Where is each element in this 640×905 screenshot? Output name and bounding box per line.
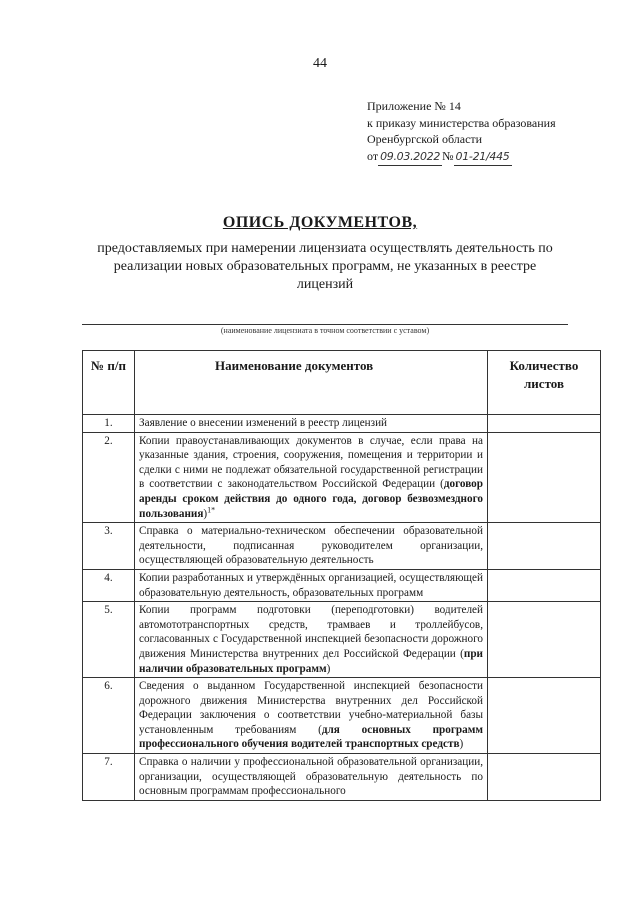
- row-sheet-count: [488, 602, 601, 678]
- row-number: 6.: [83, 678, 135, 754]
- row-description: Копии программ подготовки (переподготовки) водителей автомототранспортных средств, трамваев и троллейбусов, согласованных с Государственной инспекцией безопасности дорожного движения Министерства внутренних дел Российской Федерации (при наличии образовательных программ): [135, 602, 488, 678]
- number-prefix: №: [442, 148, 454, 163]
- documents-table: [82, 350, 601, 801]
- date-prefix: от: [367, 148, 379, 163]
- table-row: [83, 754, 601, 801]
- table-row: [83, 415, 601, 433]
- appendix-order: к приказу министерства образования: [367, 115, 556, 130]
- row-number: 3.: [83, 523, 135, 570]
- row-sheet-count: [488, 523, 601, 570]
- appendix-block: [367, 98, 556, 166]
- row-description: Сведения о выданном Государственной инспекцией безопасности дорожного движения Министерства внутренних дел Российской Федерации заключения о соответствии учебно-материальной базы установленным требованиям (для основных программ профессионального обучения водителей транспортных средств): [135, 678, 488, 754]
- row-description: Справка о наличии у профессиональной образовательной организации, организации, осуществляющей образовательную деятельность по основным программам профессионального: [135, 754, 488, 801]
- row-sheet-count: [488, 754, 601, 801]
- row-number: 2.: [83, 432, 135, 523]
- header-sheet-count: Количество листов: [488, 351, 601, 415]
- table-row: [83, 432, 601, 523]
- table-row: [83, 569, 601, 601]
- handwritten-number: 01-21/445: [454, 149, 512, 167]
- row-number: 7.: [83, 754, 135, 801]
- table-row: [83, 678, 601, 754]
- row-description: Копии правоустанавливающих документов в случае, если права на указанные здания, строения, сооружения, помещения и территории и сделки с ними не подлежат обязательной государственной регистрации в соответствии с законодательством Российской Федерации (договор аренды сроком действия до одного года, договор безвозмездного пользования)$^{1*}$: [135, 432, 488, 523]
- row-number: 5.: [83, 602, 135, 678]
- page-number: 44: [313, 56, 327, 71]
- footnote-mark: 1*: [207, 504, 216, 514]
- row-sheet-count: [488, 569, 601, 601]
- document-subtitle: предоставляемых при намерении лицензиата осуществлять деятельность по реализации новых образовательных программ, не указанных в реестре лицензий: [97, 241, 553, 292]
- table-row: [83, 602, 601, 678]
- row-description: Копии разработанных и утверждённых организацией, осуществляющей образовательную деятельность, образовательных программ: [135, 569, 488, 601]
- row-sheet-count: [488, 432, 601, 523]
- appendix-title: Приложение № 14: [367, 99, 461, 113]
- row-number: 1.: [83, 415, 135, 433]
- table-row: [83, 523, 601, 570]
- licensee-name-line: [82, 324, 568, 325]
- row-number: 4.: [83, 569, 135, 601]
- header-number: № п/п: [83, 351, 135, 415]
- row-sheet-count: [488, 678, 601, 754]
- document-title: ОПИСЬ ДОКУМЕНТОВ,: [222, 214, 418, 231]
- licensee-name-caption: (наименование лицензиата в точном соответствии с уставом): [220, 326, 430, 335]
- header-document-name: Наименование документов: [135, 351, 488, 415]
- handwritten-date: 09.03.2022: [378, 149, 442, 167]
- row-description: Заявление о внесении изменений в реестр лицензий: [135, 415, 488, 433]
- table-header-row: [83, 351, 601, 415]
- appendix-date-line: [367, 148, 556, 167]
- row-description: Справка о материально-техническом обеспечении образовательной деятельности, подписанная руководителем организации, осуществляющей образовательную деятельность: [135, 523, 488, 570]
- appendix-region: Оренбургской области: [367, 132, 483, 146]
- row-sheet-count: [488, 415, 601, 433]
